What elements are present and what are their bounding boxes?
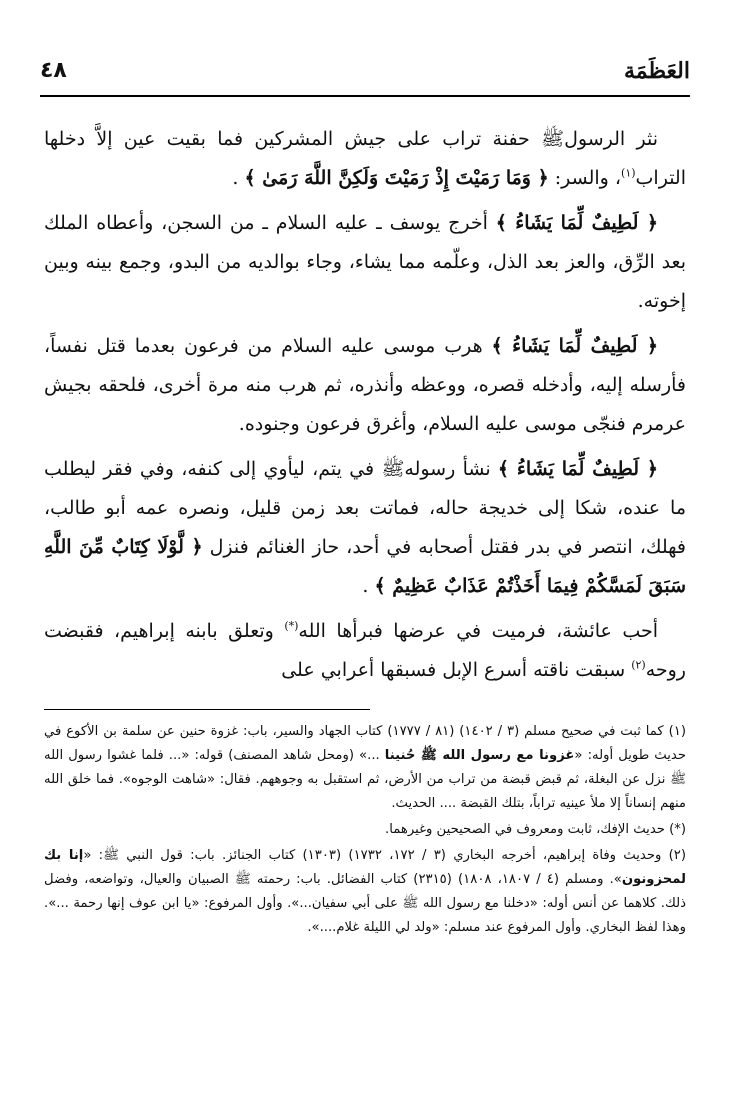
paragraph-2 (44, 204, 686, 321)
paragraph-text: وتعلق بابنه إبراهيم، فقبضت روحه (44, 620, 686, 681)
footnote-ref: (*) (284, 619, 299, 633)
paragraph-1 (44, 120, 686, 198)
quran-quote: ﴿ لَطِيفٌ لِّمَا يَشَاءُ ﴾ (491, 335, 658, 357)
paragraph-4 (44, 450, 686, 606)
footnote-2 (44, 844, 686, 940)
footnote-star (44, 818, 686, 842)
paragraph-text: أخرج يوسف ـ عليه السلام ـ من السجن، وأعطاه الملك بعد الرِّق، والعز بعد الذل، وعلّمه مما يشاء، وجاء بوالديه من البدو، وجمع بينه وبين إخوته. (44, 212, 686, 312)
paragraph-text: نثر الرسولﷺ حفنة تراب على جيش المشركين فما بقيت عين إلاَّ دخلها التراب (44, 128, 686, 189)
paragraph-text: . (362, 575, 369, 597)
footnotes (44, 720, 686, 942)
paragraph-5 (44, 612, 686, 690)
paragraph-3 (44, 327, 686, 444)
main-text (44, 120, 686, 696)
running-title: العَظَمَة (624, 58, 690, 84)
footnote-ref: (٢) (631, 658, 646, 672)
footnote-1 (44, 720, 686, 816)
page-header (40, 58, 690, 90)
quran-quote: ﴿ لَطِيفٌ لِّمَا يَشَاءُ ﴾ (495, 212, 658, 234)
page-number: ٤٨ (40, 58, 67, 83)
paragraph-text: هرب موسى عليه السلام من فرعون بعدما قتل نفساً، فأرسله إليه، وأدخله قصره، ووعظه وأنذره، ثم هرب منه مرة أخرى، فلحقه بجيش عرمرم فنجّى موسى عليه السلام، وأغرق فرعون وجنوده. (44, 335, 686, 435)
quran-quote: ﴿ لَّوْلَا كِتَابٌ مِّنَ اللَّهِ سَبَقَ لَمَسَّكُمْ فِيمَا أَخَذْتُمْ عَذَابٌ عَظِيمٌ ﴾ (44, 536, 686, 597)
footnote-divider (44, 709, 370, 710)
footnote-text: ». ومسلم (٤ / ١٨٠٧، ١٨٠٨) (٢٣١٥) كتاب الفضائل. باب: رحمته ﷺ الصبيان والعيال، وتواضعه، وفضل ذلك. كلاهما عن أنس أوله: «دخلنا مع رسول الله ﷺ على أبي سفيان...». وأول المرفوع: «يا ابن عوف إنها رحمة ...». وهذا لفظ البخاري. وأول المرفوع عند مسلم: «ولد لي الليلة غلام....». (44, 872, 686, 935)
footnote-text: (١) كما ثبت في صحيح مسلم (٣ / ١٤٠٢) (٨١ / ١٧٧٧) كتاب الجهاد والسير، باب: غزوة حنين عن سلمة بن الأكوع في حديث طويل أوله: « (44, 724, 686, 763)
paragraph-text: نشأ رسولهﷺ في يتم، ليأوي إلى كنفه، وفي فقر ليطلب ما عنده، شكا إلى خديجة حاله، فماتت بعد زمن قليل، ونصره عمه أبو طالب، فهلك، انتصر في بدر فقتل أصحابه في أحد، حاز الغنائم فنزل (44, 458, 687, 558)
paragraph-text: ، والسر: (554, 167, 622, 189)
footnote-text: ...» (ومحل شاهد المصنف) قوله: «... فلما غشوا رسول الله ﷺ نزل عن البغلة، ثم قبض قبضة من تراب من الأرض، ثم استقبل به وجوههم. فقال: «شاهت الوجوه». فما خلق الله منهم إنساناً إلا ملأ عينيه تراباً، بتلك القبضة .... الحديث. (44, 748, 686, 811)
footnote-bold: غزونا مع رسول الله ﷺ حُنينا (384, 748, 575, 763)
paragraph-text: . (232, 167, 239, 189)
footnote-text: (*) حديث الإفك، ثابت ومعروف في الصحيحين وغيرهما. (385, 822, 686, 837)
quran-quote: ﴿ لَطِيفٌ لِّمَا يَشَاءُ ﴾ (497, 458, 658, 480)
paragraph-text: أحب عائشة، فرميت في عرضها فبرأها الله (298, 620, 658, 642)
footnote-text: (٢) وحديث وفاة إبراهيم، أخرجه البخاري (٣ / ١٧٢، ١٧٣٢) (١٣٠٣) كتاب الجنائز. باب: قول النبي ﷺ: « (83, 848, 687, 863)
footnote-ref: (١) (621, 166, 636, 180)
paragraph-text: سبقت ناقته أسرع الإبل فسبقها أعرابي على (281, 659, 632, 681)
quran-quote: ﴿ وَمَا رَمَيْتَ إِذْ رَمَيْتَ وَلَكِنَّ اللَّهَ رَمَىٰ ﴾ (244, 167, 549, 189)
header-divider (40, 95, 690, 97)
footnote-bold: إنا بك لمحزونون (44, 848, 686, 887)
